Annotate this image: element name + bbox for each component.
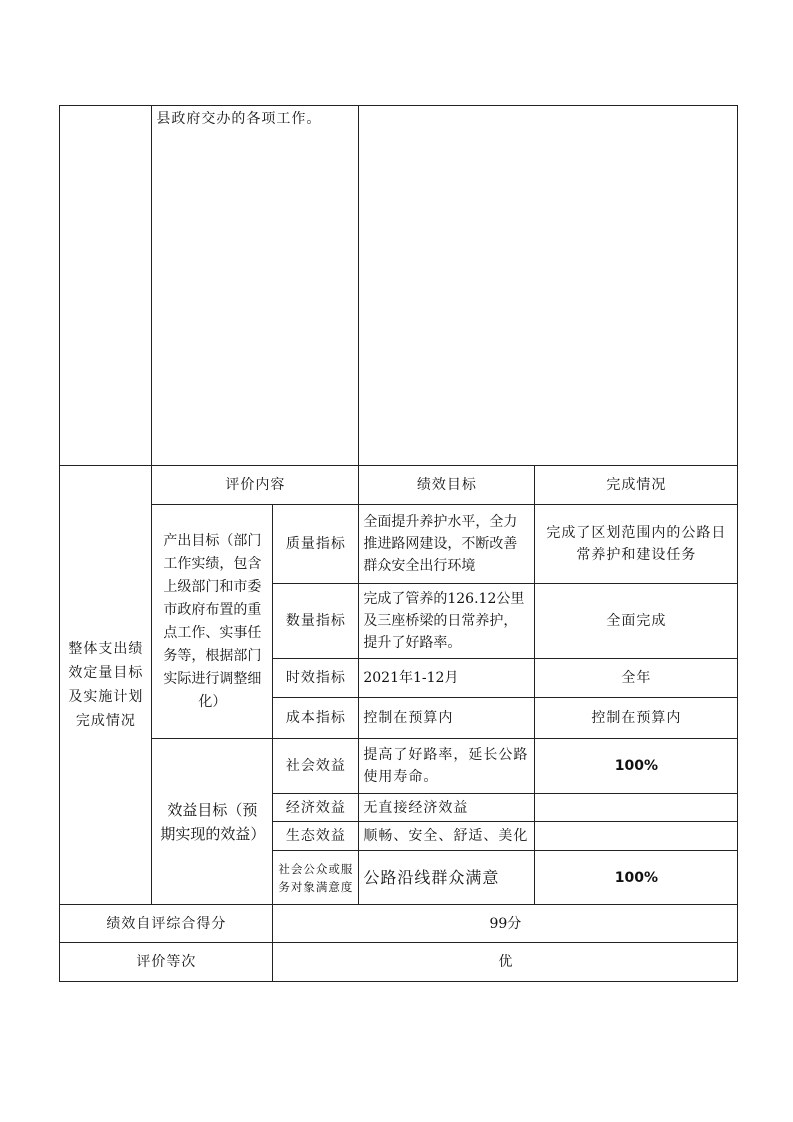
indicator-text: 社会效益: [285, 758, 346, 775]
output-completion-quality: [534, 504, 738, 584]
header-completion: [534, 465, 738, 505]
completion-text: 控制在预算内: [591, 710, 682, 727]
benefit-indicator-economic: [272, 793, 359, 822]
output-completion-quantity: [534, 583, 738, 659]
benefit-target-economic: [358, 793, 535, 822]
completion-text: 全面完成: [606, 613, 667, 630]
target-text: 完成了管养的126.12公里及三座桥梁的日常养护，提升了好路率。: [363, 591, 525, 652]
target-text: 全面提升养护水平，全力推进路网建设，不断改善群众安全出行环境: [363, 514, 518, 575]
output-indicator-quality: [272, 504, 359, 584]
output-goal-label: 产出目标（部门工作实绩，包含上级部门和市委市政府布置的重点工作、实事任务等，根据部门实际进行调整细化）: [163, 532, 262, 710]
score-label-cell: [59, 904, 273, 943]
grade-value: 优: [498, 954, 513, 971]
header-content-text: 评价内容: [225, 477, 286, 494]
benefit-indicator-ecological: [272, 821, 359, 851]
grade-label-cell: [59, 942, 273, 982]
indicator-text: 生态效益: [285, 828, 346, 845]
indicator-text: 成本指标: [285, 710, 346, 727]
benefit-completion-satisfaction: [534, 850, 738, 905]
target-text: 公路沿线群众满意: [363, 867, 500, 887]
benefit-completion-social: [534, 738, 738, 794]
benefit-goal-label: 效益目标（预期实现的效益）: [160, 800, 266, 843]
section-label-cell: [59, 465, 152, 905]
output-indicator-cost: [272, 697, 359, 739]
grade-label: 评价等次: [136, 954, 197, 971]
target-text: 无直接经济效益: [363, 799, 469, 816]
top-detail-text: 县政府交办的各项工作。: [156, 111, 322, 128]
benefit-target-social: [358, 738, 535, 794]
output-target-quality: [358, 504, 535, 584]
header-content: [151, 465, 359, 505]
grade-value-cell: [272, 942, 738, 982]
target-text: 控制在预算内: [363, 710, 454, 727]
benefit-indicator-social: [272, 738, 359, 794]
benefit-completion-economic: [534, 793, 738, 822]
output-target-quantity: [358, 583, 535, 659]
indicator-text: 社会公众或服务对象满意度: [278, 861, 354, 894]
output-completion-timeliness: [534, 658, 738, 698]
header-completion-text: 完成情况: [606, 477, 667, 494]
header-target: [358, 465, 535, 505]
benefit-target-satisfaction: [358, 850, 535, 905]
top-blank-cell: [59, 105, 152, 466]
completion-text: 100%: [614, 869, 658, 886]
completion-text: 完成了区划范围内的公路日常养护和建设任务: [546, 525, 727, 564]
indicator-text: 质量指标: [285, 536, 346, 553]
benefit-indicator-satisfaction: [272, 850, 359, 905]
target-text: 顺畅、安全、舒适、美化: [363, 828, 529, 845]
score-value: 99分: [489, 915, 522, 932]
output-indicator-timeliness: [272, 658, 359, 698]
score-value-cell: [272, 904, 738, 943]
completion-text: 全年: [621, 670, 652, 687]
indicator-text: 经济效益: [285, 799, 346, 816]
target-text: 提高了好路率，延长公路使用寿命。: [363, 747, 529, 786]
target-text: 2021年1-12月: [363, 670, 459, 687]
output-indicator-quantity: [272, 583, 359, 659]
output-target-cost: [358, 697, 535, 739]
top-right-cell: [358, 105, 738, 466]
section-label: 整体支出绩效定量目标及实施计划完成情况: [68, 641, 144, 730]
output-goal-label-cell: [151, 504, 273, 739]
benefit-target-ecological: [358, 821, 535, 851]
output-target-timeliness: [358, 658, 535, 698]
benefit-goal-label-cell: [151, 738, 273, 905]
indicator-text: 时效指标: [285, 670, 346, 687]
indicator-text: 数量指标: [285, 613, 346, 630]
completion-text: 100%: [614, 758, 658, 775]
score-label: 绩效自评综合得分: [106, 915, 227, 932]
top-detail-cell: [151, 105, 359, 466]
output-completion-cost: [534, 697, 738, 739]
header-target-text: 绩效目标: [416, 477, 477, 494]
benefit-completion-ecological: [534, 821, 738, 851]
